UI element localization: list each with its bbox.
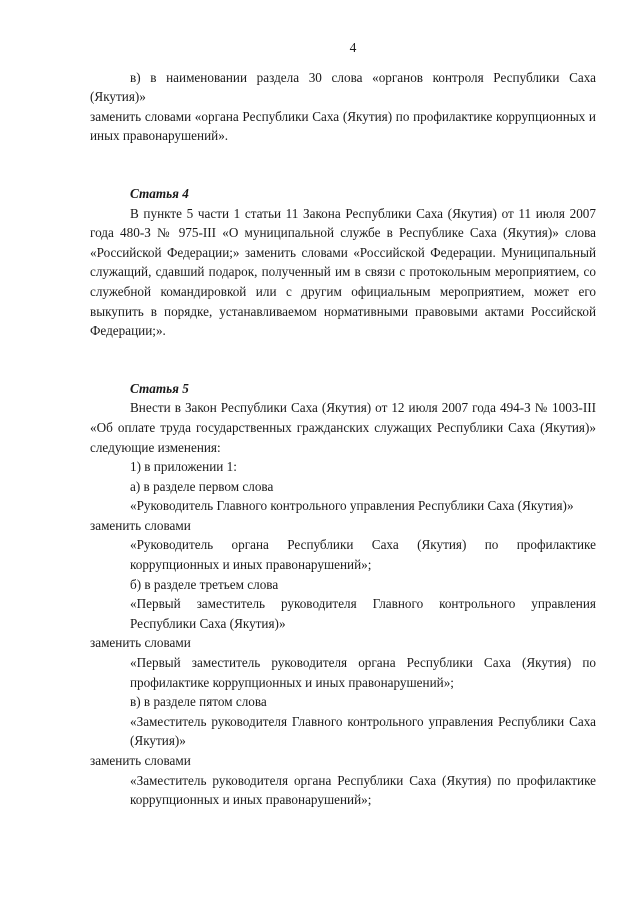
page-number: 4: [349, 40, 357, 55]
subitem-a-label: а) в разделе первом слова: [130, 478, 274, 494]
subitem-b-old-words: «Первый заместитель руководителя Главного контрольного управления Республики Саха (Якутия)»: [130, 596, 596, 631]
subitem-b-label: б) в разделе третьем слова: [130, 576, 279, 592]
subitem-c-label: в) в разделе пятом слова: [130, 694, 267, 710]
subitem-a-replace-phrase: заменить словами: [90, 517, 191, 533]
subitem-a-new-words: «Руководитель органа Республики Саха (Якутия) по профилактике коррупционных и иных правонарушений»;: [130, 537, 596, 573]
article-5-paragraph: Внести в Закон Республики Саха (Якутия) от 12 июля 2007 года 494-З № 1003-III «Об оплате труда государственных гражданских служащих Республики Саха (Якутия)» следующие изменения:: [90, 400, 596, 455]
intro-continuation: заменить словами «органа Республики Саха (Якутия) по профилактике коррупционных и иных правонарушений».: [90, 108, 596, 144]
article-4-paragraph: В пункте 5 части 1 статьи 11 Закона Республики Саха (Якутия) от 11 июля 2007 года 480-З № 975-III «О муниципальной службе в Республике Саха (Якутия)» слова «Российской Федерации;» заменить словами «Российской Федерации. Муниципальный служащий, сдавший подарок, полученный им в связи с протокольным мероприятием, со служебной командировкой или с другим официальным мероприятием, может его выкупить в порядке, устанавливаемом нормативными правовыми актами Российской Федерации;».: [90, 205, 596, 339]
subitem-b-replace-phrase: заменить словами: [90, 635, 191, 651]
subitem-b-new-words: «Первый заместитель руководителя органа Республики Саха (Якутия) по профилактике коррупционных и иных правонарушений»;: [130, 655, 596, 690]
article-5-heading: Статья 5: [130, 380, 189, 396]
subitem-c-replace-phrase: заменить словами: [90, 753, 191, 768]
item-1-label: 1) в приложении 1:: [130, 459, 237, 475]
subitem-c-new-words: «Заместитель руководителя органа Республики Саха (Якутия) по профилактике коррупционных и иных правонарушений»;: [130, 772, 596, 808]
article-4-heading: Статья 4: [130, 185, 189, 201]
subitem-c-old-words: «Заместитель руководителя Главного контрольного управления Республики Саха (Якутия)»: [130, 713, 596, 749]
subitem-a-old-words: «Руководитель Главного контрольного управления Республики Саха (Якутия)»: [130, 498, 574, 514]
intro-first-line: в) в наименовании раздела 30 слова «органов контроля Республики Саха (Якутия)»: [90, 69, 596, 105]
